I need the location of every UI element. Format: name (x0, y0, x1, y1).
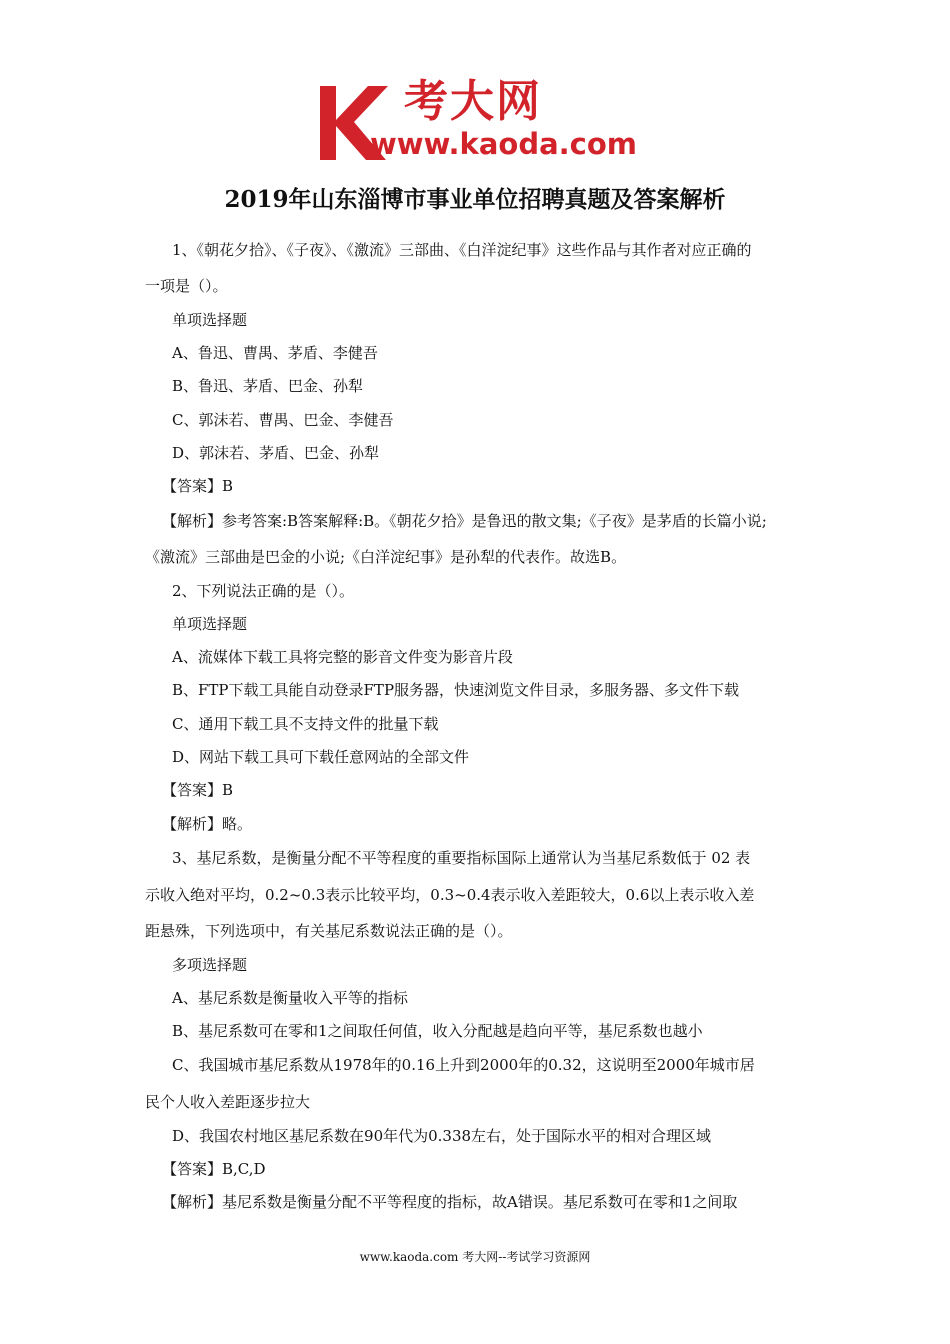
page-footer: www.kaoda.com 考大网--考试学习资源网 (359, 1250, 591, 1264)
kaoda-logo[interactable] (312, 76, 642, 162)
document-title: 2019年山东淄博市事业单位招聘真题及答案解析 (224, 186, 726, 213)
q1-stem-line2: 一项是（）。 (145, 277, 228, 295)
q3-analysis-line1: 【解析】基尼系数是衡量分配不平等程度的指标，故A错误。基尼系数可在零和1之间取 (162, 1193, 738, 1211)
q1-analysis-line2: 《激流》三部曲是巴金的小说;《白洋淀纪事》是孙犁的代表作。故选B。 (145, 548, 627, 566)
q3-answer: 【答案】B,C,D (162, 1160, 266, 1178)
q1-stem-line1: 1、《朝花夕拾》、《子夜》、《激流》三部曲、《白洋淀纪事》这些作品与其作者对应正确的 (172, 241, 752, 259)
q2-option-b: B、FTP下载工具能自动登录FTP服务器，快速浏览文件目录，多服务器、多文件下载 (172, 681, 740, 699)
q1-option-d: D、郭沫若、茅盾、巴金、孙犁 (172, 444, 380, 462)
q1-option-b: B、鲁迅、茅盾、巴金、孙犁 (172, 377, 364, 395)
q2-option-a: A、流媒体下载工具将完整的影音文件变为影音片段 (172, 648, 513, 666)
q1-analysis-line1: 【解析】参考答案:B答案解释:B。《朝花夕拾》是鲁迅的散文集;《子夜》是茅盾的长篇小说; (162, 512, 767, 530)
q1-option-c: C、郭沫若、曹禺、巴金、李健吾 (172, 411, 394, 429)
q1-type: 单项选择题 (172, 311, 248, 329)
q3-option-a: A、基尼系数是衡量收入平等的指标 (172, 989, 408, 1007)
logo-brand-text: 考大网 (404, 76, 542, 127)
q3-stem-line1: 3、基尼系数，是衡量分配不平等程度的重要指标国际上通常认为当基尼系数低于 02 表 (172, 849, 751, 867)
q1-answer: 【答案】B (162, 477, 234, 495)
q2-stem: 2、下列说法正确的是（）。 (172, 582, 355, 600)
q3-option-c-line2: 民个人收入差距逐步拉大 (145, 1093, 311, 1111)
q3-option-b: B、基尼系数可在零和1之间取任何值，收入分配越是趋向平等，基尼系数也越小 (172, 1022, 703, 1040)
q2-option-c: C、通用下载工具不支持文件的批量下载 (172, 715, 439, 733)
q2-answer: 【答案】B (162, 781, 234, 799)
q2-option-d: D、网站下载工具可下载任意网站的全部文件 (172, 748, 470, 766)
q2-analysis: 【解析】略。 (162, 815, 253, 833)
logo-url-text: www.kaoda.com (370, 127, 637, 161)
q2-type: 单项选择题 (172, 615, 248, 633)
q3-stem-line2: 示收入绝对平均，0.2~0.3表示比较平均，0.3~0.4表示收入差距较大，0.6以上表示收入差 (145, 886, 755, 904)
q1-option-a: A、鲁迅、曹禺、茅盾、李健吾 (172, 344, 378, 362)
q3-stem-line3: 距悬殊，下列选项中，有关基尼系数说法正确的是（）。 (145, 922, 513, 940)
q3-type: 多项选择题 (172, 956, 248, 974)
q3-option-d: D、我国农村地区基尼系数在90年代为0.338左右，处于国际水平的相对合理区域 (172, 1127, 712, 1145)
q3-option-c-line1: C、我国城市基尼系数从1978年的0.16上升到2000年的0.32，这说明至2000年城市居 (172, 1056, 755, 1074)
